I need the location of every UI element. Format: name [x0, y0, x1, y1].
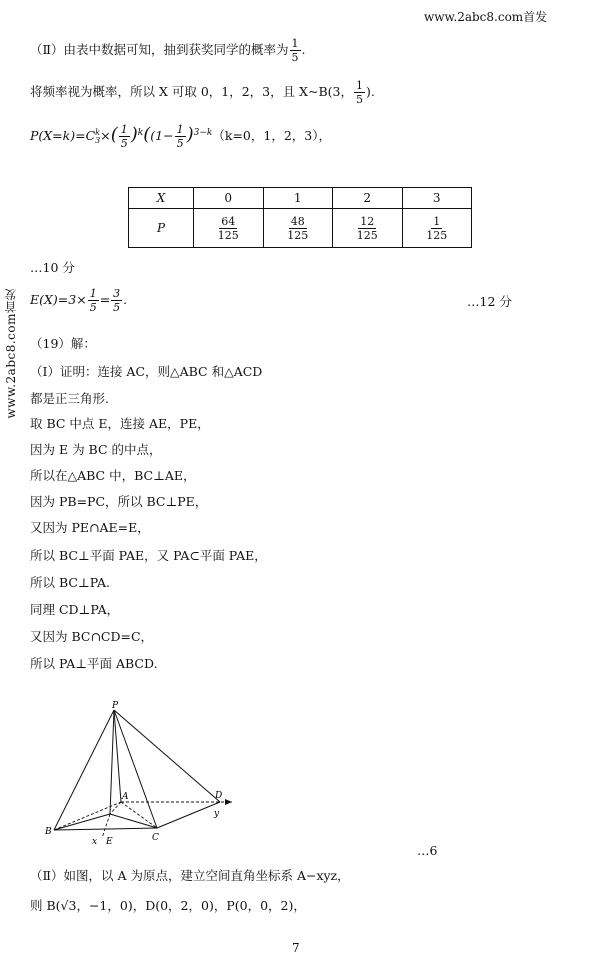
- table-row: [129, 209, 472, 248]
- edge-p-b: [54, 710, 114, 830]
- expectation-formula: E(X)=3× $\frac{1}{5}$ = $\frac{3}{5}$ .: [30, 287, 128, 314]
- edge-c-d: [157, 802, 220, 828]
- score-note-10: …10 分: [30, 260, 75, 275]
- q19-line: 同理 CD⊥PA，: [30, 602, 120, 617]
- binomial-formula: P(X=k)=C k 3 ×( $\frac{1}{5}$ )$^k$((1− $\frac{1}{5}$ )$^{3-k}$（k=0，1，2，3），: [30, 123, 331, 150]
- table-header-x: X: [129, 188, 194, 209]
- fraction: $\frac{1}{5}$: [356, 79, 364, 106]
- table-cell: $\frac{48}{125}$: [263, 209, 333, 248]
- page-number: 7: [292, 941, 300, 955]
- table-cell: $\frac{12}{125}$: [333, 209, 403, 248]
- y-axis-arrow: [225, 799, 232, 805]
- edge-b-c: [54, 828, 157, 830]
- edge-b-a-hidden: [54, 802, 121, 830]
- edge-p-e: [110, 710, 114, 814]
- q19-title: （19）解：: [30, 336, 96, 351]
- x-axis-hidden: [102, 814, 110, 838]
- edge-b-e: [54, 814, 110, 830]
- edge-p-c: [114, 710, 157, 828]
- edge-a-c-hidden: [121, 802, 157, 828]
- label-a: A: [122, 792, 129, 802]
- score-note-12: …12 分: [467, 294, 512, 309]
- edge-a-e-hidden: [110, 802, 121, 814]
- q19-part2-line1: （Ⅱ）如图，以 A 为原点，建立空间直角坐标系 A−xyz，: [30, 868, 350, 883]
- table-row: [129, 188, 472, 209]
- label-b: B: [45, 827, 52, 837]
- q19-line: 所以 PA⊥平面 ABCD.: [30, 656, 158, 671]
- side-watermark: www.2abc8.com首发: [4, 288, 18, 419]
- table-cell: $\frac{64}{125}$: [194, 209, 264, 248]
- q19-line: 所以在△ABC 中，BC⊥AE，: [30, 468, 196, 483]
- part2-line2-text: 将频率视为概率，所以 X 可取 0，1，2，3，且 X~B: [30, 84, 328, 99]
- pyramid-figure: [40, 698, 250, 858]
- q19-part2-line2: 则 B(√3，−1，0)，D(0，2，0)，P(0，0，2)，: [30, 898, 306, 913]
- q19-line: 取 BC 中点 E，连接 AE，PE，: [30, 416, 210, 431]
- part2-line2: 将频率视为概率，所以 X 可取 0，1，2，3，且 X~B(3， $\frac{1}{5}$ ).: [30, 79, 375, 106]
- label-x: x: [92, 837, 98, 847]
- q19-line: （Ⅰ）证明：连接 AC，则△ABC 和△ACD: [30, 364, 263, 379]
- label-e: E: [106, 837, 113, 847]
- score-note-6: …6: [417, 843, 438, 858]
- part2-line1: （Ⅱ）由表中数据可知，抽到获奖同学的概率为 $\frac{1}{5}$ .: [30, 37, 306, 64]
- edge-p-a: [114, 710, 121, 802]
- q19-line: 又因为 BC∩CD=C，: [30, 629, 154, 644]
- label-p: P: [112, 701, 119, 711]
- q19-line: 又因为 PE∩AE=E，: [30, 520, 150, 535]
- fraction: $\frac{1}{5}$: [291, 37, 299, 64]
- q19-line: 所以 BC⊥平面 PAE，又 PA⊂平面 PAE，: [30, 548, 267, 563]
- label-c: C: [152, 833, 159, 843]
- q19-line: 所以 BC⊥PA.: [30, 575, 110, 590]
- table-cell: 1: [263, 188, 333, 209]
- table-cell: $\frac{1}{125}$: [402, 209, 472, 248]
- q19-line: 因为 PB=PC，所以 BC⊥PE，: [30, 494, 208, 509]
- label-d: D: [215, 791, 223, 801]
- edge-e-c: [110, 814, 157, 828]
- probability-table: [128, 187, 472, 248]
- part2-line1-text: （Ⅱ）由表中数据可知，抽到获奖同学的概率为: [30, 42, 289, 57]
- label-y: y: [214, 809, 220, 819]
- q19-line: 因为 E 为 BC 的中点，: [30, 442, 162, 457]
- q19-line: 都是正三角形.: [30, 391, 109, 406]
- edge-p-d: [114, 710, 223, 802]
- site-header: www.2abc8.com首发: [424, 10, 548, 24]
- table-cell: 0: [194, 188, 264, 209]
- table-cell: 2: [333, 188, 403, 209]
- table-cell: 3: [402, 188, 472, 209]
- table-header-p: P: [129, 209, 194, 248]
